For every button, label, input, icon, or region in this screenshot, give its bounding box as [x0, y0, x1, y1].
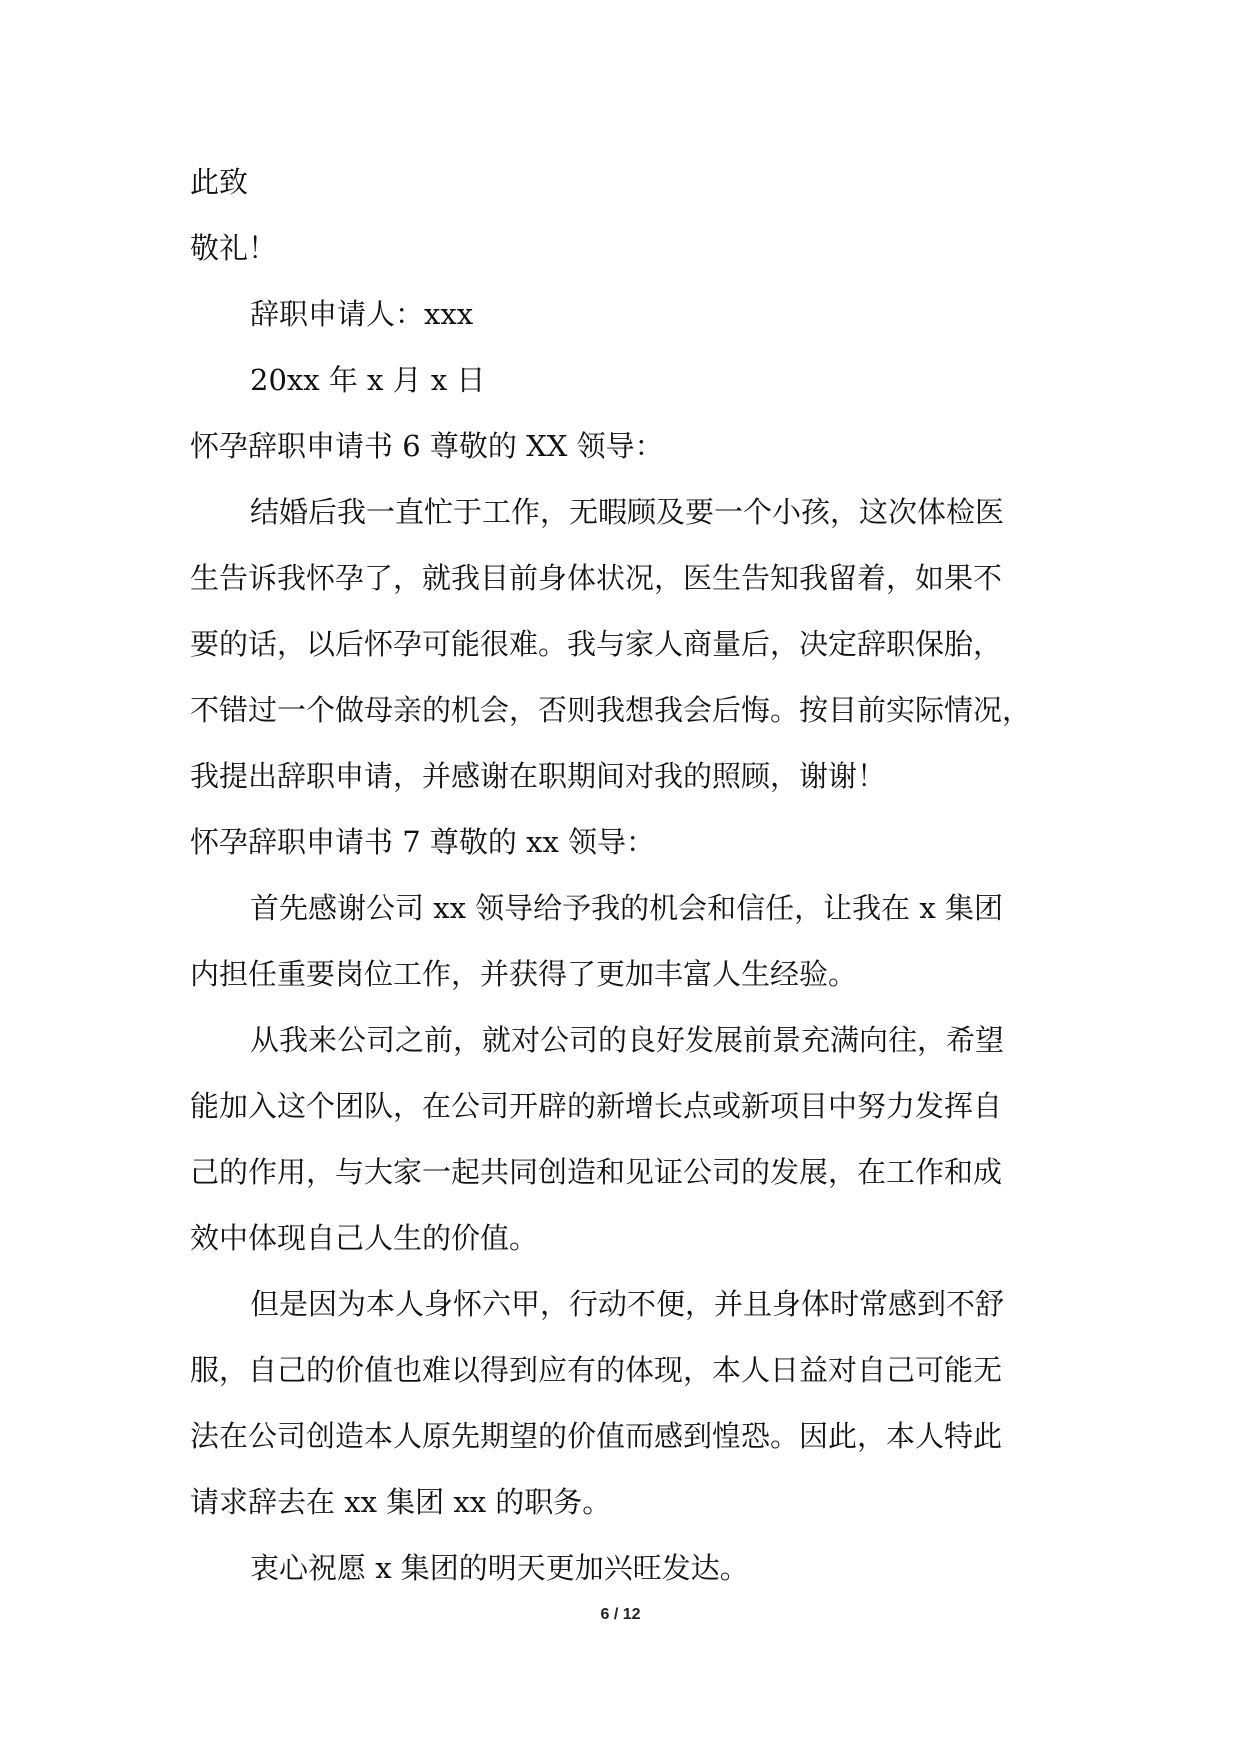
text-line — [190, 282, 1058, 348]
line-text: 己的作用，与大家一起共同创造和见证公司的发展，在工作和成 — [190, 1155, 1003, 1190]
document-body — [190, 150, 1058, 1602]
line-text: 敬礼！ — [190, 231, 278, 266]
text-line — [190, 942, 1058, 1008]
text-line — [190, 150, 1058, 216]
page-number: 6 / 12 — [600, 1606, 641, 1623]
text-line — [190, 414, 1058, 480]
section-heading: 怀孕辞职申请书 6 尊敬的 XX 领导： — [190, 429, 664, 464]
text-line — [190, 1272, 1058, 1338]
line-text: 但是因为本人身怀六甲，行动不便，并且身体时常感到不舒 — [250, 1287, 1005, 1322]
line-text: 法在公司创造本人原先期望的价值而感到惶恐。因此，本人特此 — [190, 1419, 1003, 1454]
line-text: 不错过一个做母亲的机会，否则我想我会后悔。按目前实际情况， — [190, 693, 1032, 728]
text-line — [190, 216, 1058, 282]
line-text: 请求辞去在 xx 集团 xx 的职务。 — [190, 1485, 612, 1520]
section-heading: 怀孕辞职申请书 7 尊敬的 xx 领导： — [190, 825, 656, 860]
line-text: 首先感谢公司 xx 领导给予我的机会和信任，让我在 x 集团 — [250, 891, 1003, 926]
date-line: 20xx 年 x 月 x 日 — [250, 363, 486, 398]
text-line — [190, 1074, 1058, 1140]
line-text: 从我来公司之前，就对公司的良好发展前景充满向往，希望 — [250, 1023, 1005, 1058]
line-text: 内担任重要岗位工作，并获得了更加丰富人生经验。 — [190, 957, 858, 992]
line-text: 效中体现自己人生的价值。 — [190, 1221, 539, 1256]
line-text: 能加入这个团队，在公司开辟的新增长点或新项目中努力发挥自 — [190, 1089, 1003, 1124]
text-line — [190, 1470, 1058, 1536]
text-line — [190, 546, 1058, 612]
text-line — [190, 1206, 1058, 1272]
text-line — [190, 744, 1058, 810]
text-line — [190, 1338, 1058, 1404]
text-line — [190, 876, 1058, 942]
line-text: 要的话，以后怀孕可能很难。我与家人商量后，决定辞职保胎， — [190, 627, 1003, 662]
line-text: 我提出辞职申请，并感谢在职期间对我的照顾，谢谢！ — [190, 759, 887, 794]
text-line — [190, 1008, 1058, 1074]
text-line — [190, 480, 1058, 546]
text-line — [190, 810, 1058, 876]
line-text: 结婚后我一直忙于工作，无暇顾及要一个小孩，这次体检医 — [250, 495, 1005, 530]
line-text: 生告诉我怀孕了，就我目前身体状况，医生告知我留着，如果不 — [190, 561, 1003, 596]
text-line — [190, 1404, 1058, 1470]
line-text: 衷心祝愿 x 集团的明天更加兴旺发达。 — [250, 1551, 749, 1586]
line-text: 此致 — [190, 165, 249, 200]
signature-line: 辞职申请人：xxx — [250, 297, 474, 332]
line-text: 服，自己的价值也难以得到应有的体现，本人日益对自己可能无 — [190, 1353, 1003, 1388]
text-line — [190, 1536, 1058, 1602]
text-line — [190, 1140, 1058, 1206]
text-line — [190, 612, 1058, 678]
text-line — [190, 348, 1058, 414]
text-line — [190, 678, 1058, 744]
